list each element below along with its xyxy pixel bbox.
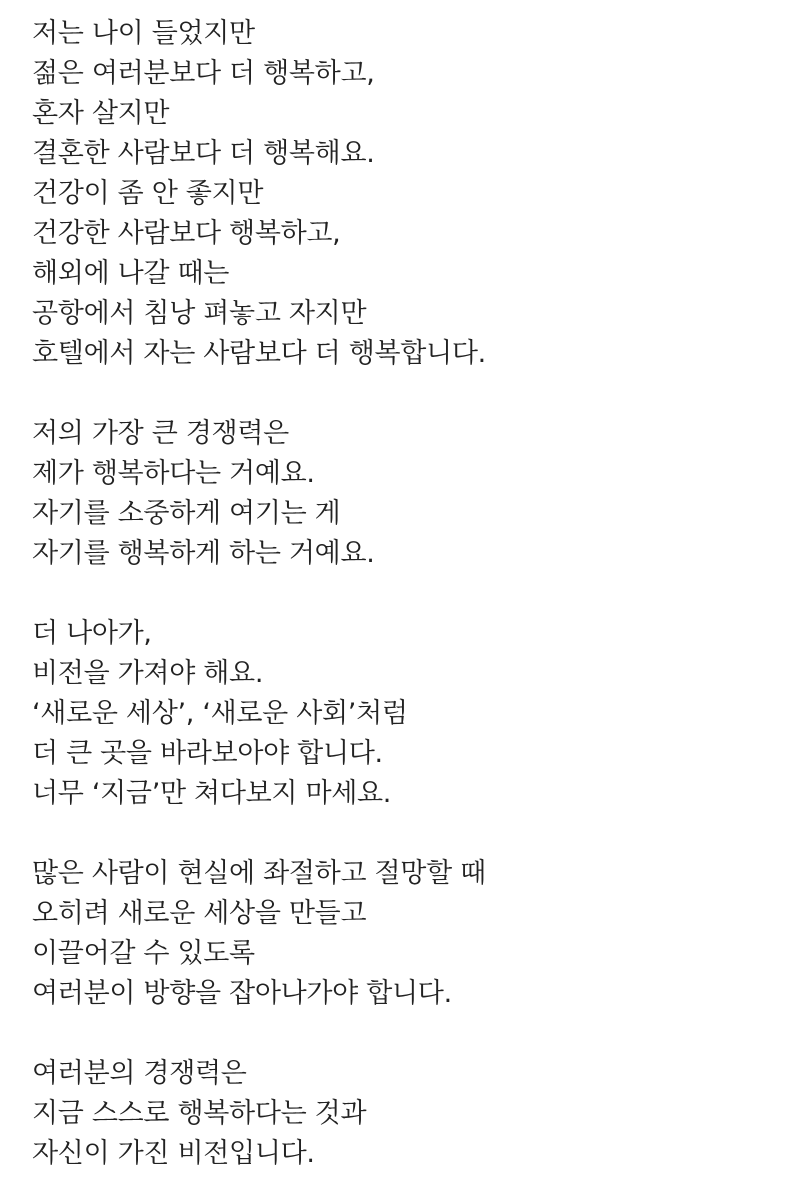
text-line: ‘새로운 세상’, ‘새로운 사회’처럼: [32, 698, 408, 729]
text-line: 자기를 소중하게 여기는 게: [32, 498, 341, 529]
text-line: 비전을 가져야 해요.: [32, 658, 264, 689]
text-line: 지금 스스로 행복하다는 것과: [32, 1098, 367, 1129]
text-line: 호텔에서 자는 사람보다 더 행복합니다.: [32, 338, 486, 369]
text-line: 자기를 행복하게 하는 거예요.: [32, 538, 375, 569]
text-line: 공항에서 침낭 펴놓고 자지만: [32, 298, 367, 329]
text-line: 해외에 나갈 때는: [32, 258, 230, 289]
stanza-1: [32, 14, 780, 374]
text-line: 저는 나이 들었지만: [32, 18, 255, 49]
stanza-5: [32, 1054, 780, 1174]
text-line: 이끌어갈 수 있도록: [32, 938, 255, 969]
text-line: 자신이 가진 비전입니다.: [32, 1138, 315, 1169]
stanza-4: [32, 854, 780, 1014]
text-line: 여러분의 경쟁력은: [32, 1058, 247, 1089]
text-line: 여러분이 방향을 잡아나가야 합니다.: [32, 978, 452, 1009]
text-line: 건강이 좀 안 좋지만: [32, 178, 264, 209]
text-line: 젊은 여러분보다 더 행복하고,: [32, 58, 375, 89]
text-line: 결혼한 사람보다 더 행복해요.: [32, 138, 375, 169]
text-line: 더 큰 곳을 바라보아야 합니다.: [32, 738, 383, 769]
text-line: 오히려 새로운 세상을 만들고: [32, 898, 367, 929]
stanza-2: [32, 414, 780, 574]
quote-text-block: [32, 14, 780, 1174]
text-line: 제가 행복하다는 거예요.: [32, 458, 315, 489]
text-line: 너무 ‘지금’만 쳐다보지 마세요.: [32, 778, 392, 809]
text-line: 많은 사람이 현실에 좌절하고 절망할 때: [32, 858, 486, 889]
text-line: 혼자 살지만: [32, 98, 170, 129]
stanza-3: [32, 614, 780, 814]
text-line: 저의 가장 큰 경쟁력은: [32, 418, 289, 449]
text-line: 건강한 사람보다 행복하고,: [32, 218, 341, 249]
text-line: 더 나아가,: [32, 618, 152, 649]
